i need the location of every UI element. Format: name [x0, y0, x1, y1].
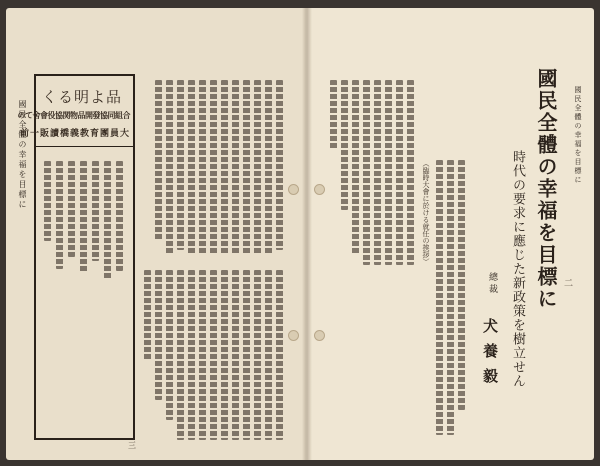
binding-hole: [314, 330, 325, 341]
article-title: 國民全體の幸福を目標に: [534, 68, 558, 310]
binding-hole: [288, 330, 299, 341]
book-gutter: [302, 8, 312, 460]
ad-slogan-panel: [17, 76, 133, 147]
article-subtitle: 時代の要求に應じた新政策を樹立せん: [510, 150, 525, 388]
binding-hole: [288, 184, 299, 195]
left-running-head: 國民全體の幸福を目標に: [18, 100, 27, 210]
ad-line-1: のて舍會役協関物品開發協同組合: [17, 110, 130, 120]
book-spread: [6, 8, 594, 460]
right-running-head: 國民全體の幸福を目標に: [574, 86, 582, 185]
ad-slogan: くる明よ品: [42, 88, 123, 106]
left-page: [6, 8, 306, 460]
left-page-number: 三: [128, 441, 136, 450]
section-heading: （臨時大會に於ける就任の挨拶）: [422, 160, 430, 265]
author-name: 犬養毅: [481, 318, 499, 393]
author-role: 總裁: [487, 272, 497, 296]
ad-line-2: 前一販讀橋義教育團員大: [19, 129, 130, 139]
right-page-number: 二: [564, 279, 574, 289]
binding-hole: [314, 184, 325, 195]
right-page: [306, 8, 594, 460]
ad-text-block: [36, 147, 133, 438]
